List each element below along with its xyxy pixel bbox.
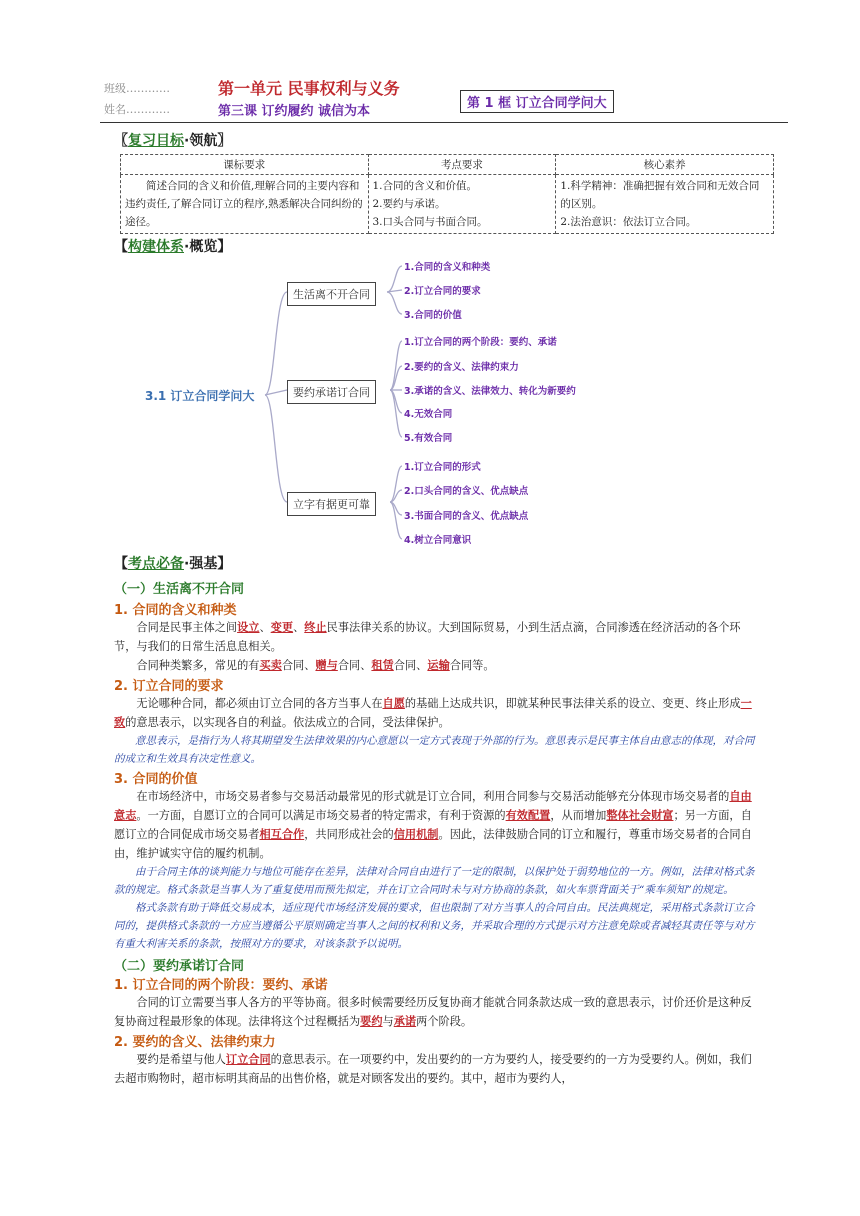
- table-header: 考点要求: [368, 155, 556, 175]
- exam-heading: 【考点必备·强基】: [114, 556, 232, 572]
- table-cell-standard: 简述合同的含义和价值,理解合同的主要内容和违约责任,了解合同订立的程序,熟悉解决合同纠纷的途径。: [121, 175, 369, 234]
- table-header: 课标要求: [121, 155, 369, 175]
- mindmap-connectors: [0, 0, 860, 560]
- note: 由于合同主体的谈判能力与地位可能存在差异，法律对合同自由进行了一定的限制，以保护处于弱势地位的一方。例如，法律对格式条款的规定。格式条款是当事人为了重复使用而预先拟定，并在订立合同时未与对方协商的条款，如火车票背面关于“乘车须知”的规定。: [114, 866, 755, 896]
- mindmap-leaf: 3.承诺的含义、法律效力、转化为新要约: [404, 386, 576, 397]
- mindmap-branch-offer: 要约承诺订合同: [287, 380, 376, 404]
- mindmap-leaf: 1.合同的含义和种类: [404, 262, 491, 273]
- mindmap-branch-life: 生活离不开合同: [287, 282, 376, 306]
- part-heading: （一）生活离不开合同: [114, 582, 245, 597]
- mindmap-leaf: 1.订立合同的两个阶段：要约、承诺: [404, 337, 557, 348]
- mindmap-leaf: 1.订立合同的形式: [404, 462, 481, 473]
- paragraph: 合同种类繁多，常见的有买卖合同、赠与合同、租赁合同、运输合同等。: [136, 658, 495, 672]
- note: 意思表示，是指行为人将其期望发生法律效果的内心意愿以一定方式表现于外部的行为。意思表示是民事主体自由意志的体现，对合同的成立和生效具有决定性意义。: [114, 735, 755, 765]
- section-title: 1. 订立合同的两个阶段：要约、承诺: [114, 978, 328, 993]
- system-heading: 【构建体系·概览】: [114, 239, 232, 255]
- mindmap-leaf: 3.合同的价值: [404, 310, 462, 321]
- mindmap-leaf: 4.无效合同: [404, 409, 453, 420]
- paragraph: 合同是民事主体之间设立、变更、终止民事法律关系的协议。大到国际贸易，小到生活点滴，合同渗透在经济活动的各个环节，与我们的日常生活息息相关。: [114, 620, 741, 653]
- mindmap-leaf: 2.要约的含义、法律约束力: [404, 362, 519, 373]
- paragraph: 合同的订立需要当事人各方的平等协商。很多时候需要经历反复协商才能就合同条款达成一致的意思表示，讨价还价是这种反复协商过程最形象的体现。法律将这个过程概括为要约与承诺两个阶段。: [114, 996, 752, 1028]
- mindmap-leaf: 2.订立合同的要求: [404, 286, 481, 297]
- mindmap-leaf: 5.有效合同: [404, 433, 453, 444]
- mindmap-leaf: 3.书面合同的含义、优点缺点: [404, 511, 529, 522]
- unit-title: 第一单元 民事权利与义务: [218, 79, 400, 98]
- class-label: 班级…………: [104, 82, 170, 95]
- mindmap-root: 3.1 订立合同学问大: [145, 389, 255, 403]
- section-title: 1. 合同的含义和种类: [114, 603, 237, 618]
- paragraph: 在市场经济中，市场交易者参与交易活动最常见的形式就是订立合同，利用合同参与交易活动能够充分体现市场交易者的自由意志。一方面，自愿订立的合同可以满足市场交易者的特定需求，有利于资源的有效配置，从而增加整体社会财富；另一方面，自愿订立的合同促成市场交易者相互合作，共同形成社会的信用机制。因此，法律鼓励合同的订立和履行，尊重市场交易者的合同自由，维护诚实守信的履约机制。: [114, 789, 752, 860]
- mindmap-leaf: 2.口头合同的含义、优点缺点: [404, 486, 529, 497]
- section-title: 2. 要约的含义、法律约束力: [114, 1035, 276, 1050]
- paragraph: 无论哪种合同，都必须由订立合同的各方当事人在自愿的基础上达成共识，即就某种民事法律关系的设立、变更、终止形成一致的意思表示，以实现各自的利益。依法成立的合同，受法律保护。: [114, 696, 752, 729]
- lesson-title: 第三课 订约履约 诚信为本: [218, 104, 371, 119]
- mindmap-branch-written: 立字有据更可靠: [287, 492, 376, 516]
- review-heading: 〖复习目标·领航〗: [114, 133, 232, 149]
- table-cell-exam: 1.合同的含义和价值。 2.要约与承诺。 3.口头合同与书面合同。: [368, 175, 556, 234]
- table-header: 核心素养: [556, 155, 774, 175]
- part-heading: （二）要约承诺订合同: [114, 959, 245, 974]
- note: 格式条款有助于降低交易成本，适应现代市场经济发展的要求，但也限制了对方当事人的合同自由。民法典规定，采用格式条款订立合同的，提供格式条款的一方应当遵循公平原则确定当事人之间的权利和义务，并采取合理的方式提示对方注意免除或者减轻其责任等与对方有重大利害关系的条款，按照对方的要求，对该条款予以说明。: [114, 902, 755, 950]
- table-cell-literacy: 1.科学精神：准确把握有效合同和无效合同的区别。 2.法治意识：依法订立合同。: [556, 175, 774, 234]
- name-label: 姓名…………: [104, 103, 170, 116]
- exam-content: [114, 578, 760, 1088]
- section-title: 2. 订立合同的要求: [114, 679, 224, 694]
- frame-title: 第 1 框 订立合同学问大: [460, 90, 614, 113]
- mindmap-leaf: 4.树立合同意识: [404, 535, 472, 546]
- section-title: 3. 合同的价值: [114, 772, 198, 787]
- paragraph: 要约是希望与他人订立合同的意思表示。在一项要约中，发出要约的一方为要约人，接受要约的一方为受要约人。例如，我们去超市购物时，超市标明其商品的出售价格，就是对顾客发出的要约。其中，超市为要约人，: [114, 1052, 752, 1085]
